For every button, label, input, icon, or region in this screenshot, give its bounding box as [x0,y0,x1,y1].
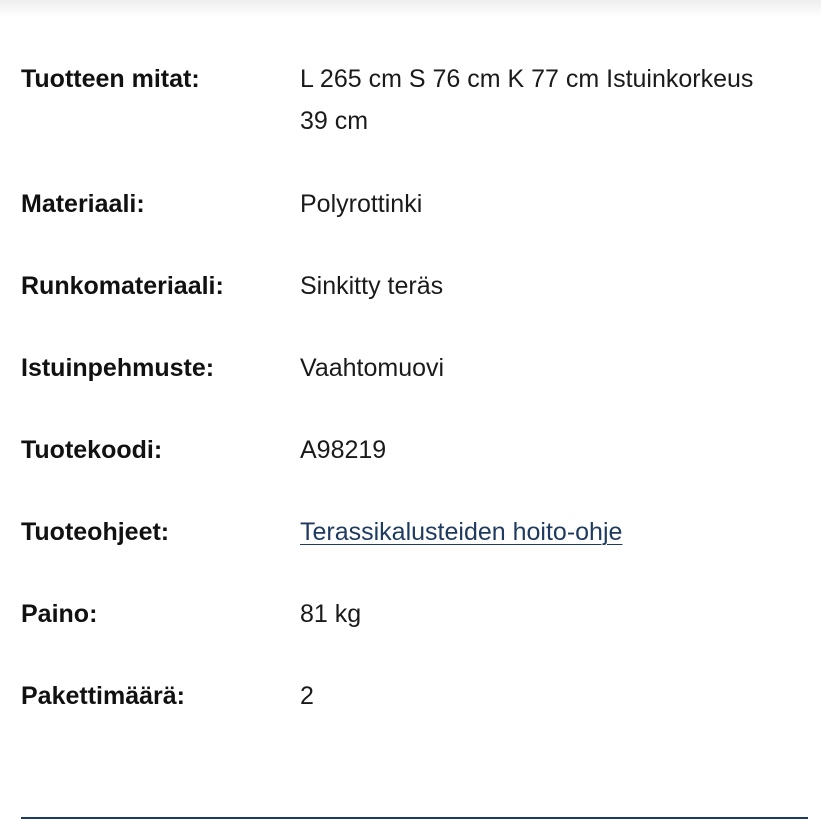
spec-label-instructions: Tuoteohjeet: [21,518,170,546]
spec-label-seat-cushion: Istuinpehmuste: [21,354,215,382]
spec-value-frame-material: Sinkitty teräs [300,272,444,300]
spec-value-weight: 81 kg [300,600,362,628]
spec-value-seat-cushion: Vaahtomuovi [300,354,445,382]
spec-value-instructions [300,511,780,553]
section-divider [21,817,808,819]
spec-label-package-count: Pakettimäärä: [21,682,185,710]
spec-label-material: Materiaali: [21,190,145,218]
spec-value-dimensions: L 265 cm S 76 cm K 77 cm Istuinkorkeus 39 cm [300,65,754,135]
spec-label-product-code: Tuotekoodi: [21,436,163,464]
spec-label-dimensions: Tuotteen mitat: [21,65,200,93]
spec-value-product-code: A98219 [300,436,387,464]
spec-value-package-count: 2 [300,682,314,710]
spec-value-material: Polyrottinki [300,190,423,218]
top-shadow [0,0,821,18]
care-instructions-link[interactable]: Terassikalusteiden hoito-ohje [300,518,623,546]
spec-label-weight: Paino: [21,600,98,628]
spec-label-frame-material: Runkomateriaali: [21,272,224,300]
